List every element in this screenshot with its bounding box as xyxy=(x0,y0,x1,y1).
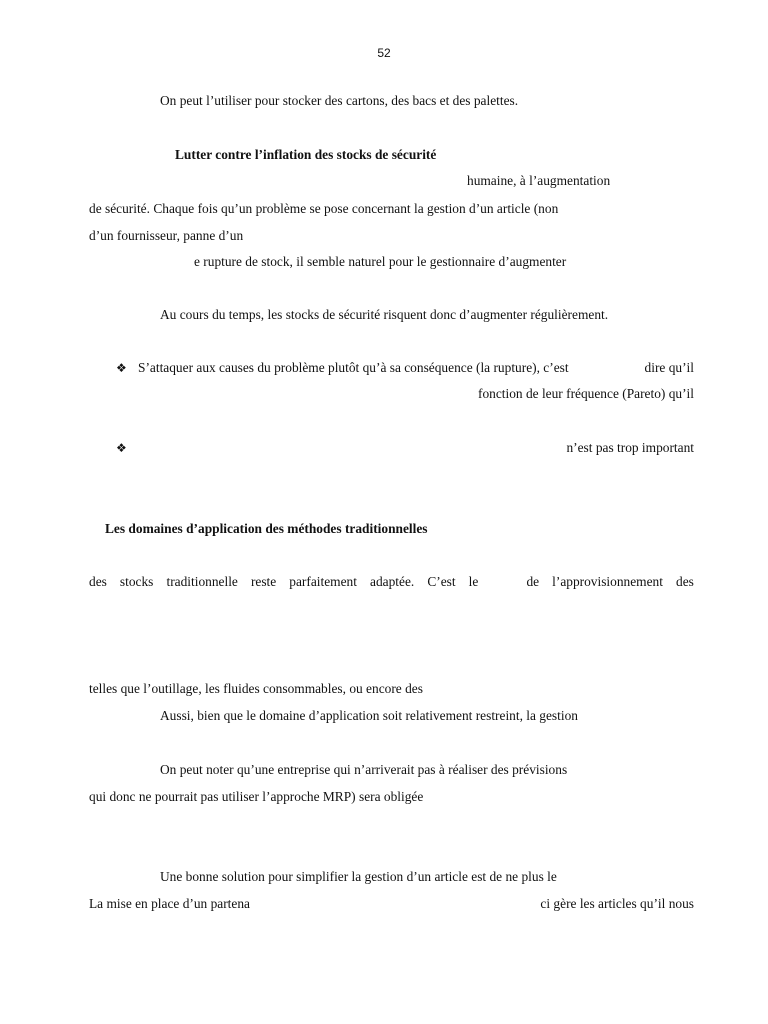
text-line: Une bonne solution pour simplifier la gestion d’un article est de ne plus le xyxy=(160,869,557,884)
word: l’approvisionnement xyxy=(552,574,663,589)
word: des xyxy=(89,574,107,589)
text-line: de sécurité. Chaque fois qu’un problème se pose concernant la gestion d’un article (non xyxy=(89,201,559,216)
diamond-bullet-icon: ❖ xyxy=(116,441,127,455)
text-line: ci gère les articles qu’il nous xyxy=(540,896,694,911)
word: des xyxy=(676,574,694,589)
bullet-text: S’attaquer aux causes du problème plutôt qu’à sa conséquence (la rupture), c’est xyxy=(138,360,569,375)
text-line: humaine, à l’augmentation xyxy=(467,173,611,188)
justified-text-line xyxy=(89,574,694,590)
text-line: qui donc ne pourrait pas utiliser l’approche MRP) sera obligée xyxy=(89,789,424,804)
diamond-bullet-icon: ❖ xyxy=(116,361,127,375)
word-gap xyxy=(491,574,513,590)
section-heading-traditional-methods: Les domaines d’application des méthodes traditionnelles xyxy=(105,521,428,536)
word: traditionnelle xyxy=(166,574,238,589)
word: adaptée. xyxy=(370,574,415,589)
text-line: La mise en place d’un partena xyxy=(89,896,250,911)
word: parfaitement xyxy=(289,574,357,589)
word: stocks xyxy=(119,574,154,589)
word: de xyxy=(526,574,540,589)
text-line: d’un fournisseur, panne d’un xyxy=(89,228,244,243)
text-line: Aussi, bien que le domaine d’application soit relativement restreint, la gestion xyxy=(160,708,578,723)
text-line: On peut noter qu’une entreprise qui n’arriverait pas à réaliser des prévisions xyxy=(160,762,568,777)
text-line: telles que l’outillage, les fluides consommables, ou encore des xyxy=(89,681,423,696)
word: reste xyxy=(250,574,277,589)
word: le xyxy=(468,574,479,589)
bullet-text: dire qu’il xyxy=(644,360,694,375)
text-line: Au cours du temps, les stocks de sécurité risquent donc d’augmenter régulièrement. xyxy=(160,307,609,322)
word: C’est xyxy=(427,574,456,589)
bullet-text: n’est pas trop important xyxy=(566,440,694,455)
text-line: On peut l’utiliser pour stocker des cartons, des bacs et des palettes. xyxy=(160,93,519,108)
page-number: 52 xyxy=(377,46,391,60)
section-heading-safety-stock: Lutter contre l’inflation des stocks de sécurité xyxy=(175,147,437,162)
text-line: e rupture de stock, il semble naturel pour le gestionnaire d’augmenter xyxy=(194,254,567,269)
bullet-text: fonction de leur fréquence (Pareto) qu’il xyxy=(477,386,694,401)
